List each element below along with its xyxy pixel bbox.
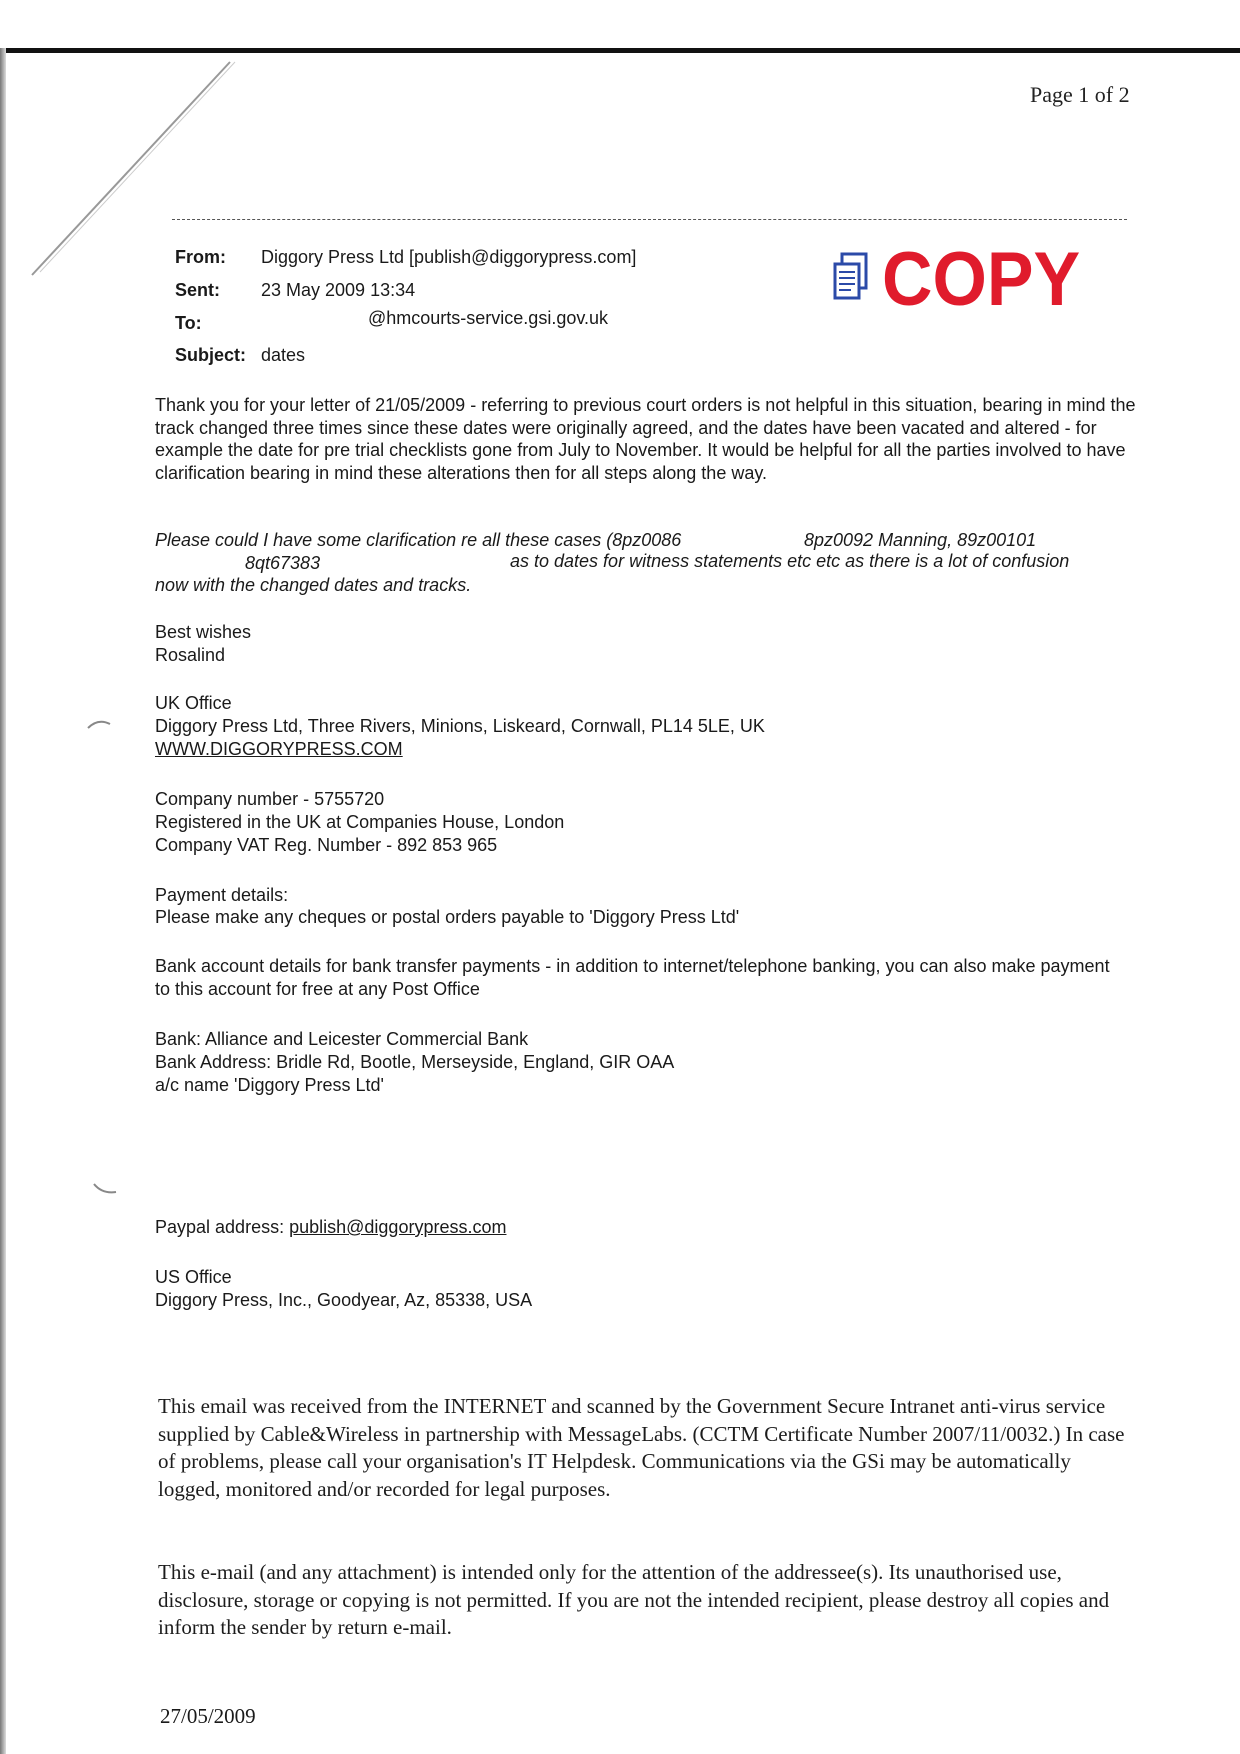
subject-row <box>175 344 306 366</box>
paypal-email-link[interactable]: publish@diggorypress.com <box>289 1217 507 1237</box>
payment-line: Please make any cheques or postal orders payable to 'Diggory Press Ltd' <box>155 907 740 927</box>
request-line-2a: 8qt67383 <box>245 553 321 573</box>
paypal-row <box>155 1216 1140 1239</box>
bank-name: Bank: Alliance and Leicester Commercial Bank <box>155 1029 529 1049</box>
vat-number: Company VAT Reg. Number - 892 853 965 <box>155 835 498 855</box>
from-label: From: <box>175 247 226 267</box>
gsi-disclaimer-1: This email was received from the INTERNET and scanned by the Government Secure Intranet anti-virus service supplied by Cable&Wireless in partnership with MessageLabs. (CCTM Certificate Number 2007/11/0032.) In case of problems, please call your organisation's IT Helpdesk. Communications via the GSi may be automatically logged, monitored and/or recorded for legal purposes. <box>158 1394 1125 1501</box>
bank-transfer-info: Bank account details for bank transfer payments - in addition to internet/telephone banking, you can also make payment to this account for free at any Post Office <box>155 956 1110 999</box>
company-number: Company number - 5755720 <box>155 789 385 809</box>
sent-row <box>175 279 416 301</box>
punch-hole-mark <box>86 716 112 732</box>
scan-edge-top <box>0 48 1240 53</box>
bank-address: Bank Address: Bridle Rd, Bootle, Merseyside, England, GIR OAA <box>155 1052 675 1072</box>
payment-heading: Payment details: <box>155 885 289 905</box>
to-row <box>175 312 202 334</box>
signoff: Best wishes <box>155 622 252 642</box>
from-row <box>175 246 637 268</box>
paypal-label: Paypal address: <box>155 1217 285 1237</box>
us-office-heading: US Office <box>155 1267 232 1287</box>
to-label: To: <box>175 313 202 333</box>
us-office-address: Diggory Press, Inc., Goodyear, Az, 85338, USA <box>155 1290 533 1310</box>
paper-fold-mark <box>30 60 270 280</box>
print-date: 27/05/2009 <box>160 1704 256 1728</box>
request-line-3: now with the changed dates and tracks. <box>155 575 472 595</box>
sent-label: Sent: <box>175 280 220 300</box>
from-value: Diggory Press Ltd [publish@diggorypress.com] <box>261 247 637 267</box>
request-line-1b: 8pz0092 Manning, 89z00101 <box>804 530 1037 550</box>
website-link[interactable]: WWW.DIGGORYPRESS.COM <box>155 739 403 759</box>
body-paragraph-1: Thank you for your letter of 21/05/2009 - referring to previous court orders is not helpful in this situation, bearing in mind the track changed three times since these dates were originally agreed, and the dates have been vacated and altered - for example the date for pre trial checklists gone from July to November. It would be helpful for all the parties involved to have clarification bearing in mind these alterations then for all steps along the way. <box>155 395 1136 483</box>
request-line-2b: as to dates for witness statements etc etc as there is a lot of confusion <box>510 551 1070 571</box>
registered-info: Registered in the UK at Companies House, London <box>155 812 565 832</box>
sent-value: 23 May 2009 13:34 <box>261 280 416 300</box>
uk-office-address: Diggory Press Ltd, Three Rivers, Minions, Liskeard, Cornwall, PL14 5LE, UK <box>155 716 765 736</box>
to-value: @hmcourts-service.gsi.gov.uk <box>368 308 609 328</box>
subject-label: Subject: <box>175 345 247 365</box>
request-line-1a: Please could I have some clarification re all these cases (8pz0086 <box>155 530 682 550</box>
document-copy-icon <box>832 250 870 310</box>
page-number: Page 1 of 2 <box>1030 82 1130 107</box>
copy-stamp-text: COPY <box>882 237 1081 322</box>
copy-stamp <box>832 237 1097 322</box>
punch-hole-mark <box>92 1180 118 1196</box>
uk-office-heading: UK Office <box>155 693 232 713</box>
header-divider <box>172 219 1127 220</box>
subject-value: dates <box>261 345 306 365</box>
signature-name: Rosalind <box>155 645 226 665</box>
scan-edge-left <box>0 48 6 1754</box>
gsi-disclaimer-2: This e-mail (and any attachment) is intended only for the attention of the addressee(s). Its unauthorised use, disclosure, storage or copying is not permitted. If you are not the intended recipient, please destroy all copies and inform the sender by return e-mail. <box>158 1560 1110 1639</box>
account-name: a/c name 'Diggory Press Ltd' <box>155 1075 384 1095</box>
